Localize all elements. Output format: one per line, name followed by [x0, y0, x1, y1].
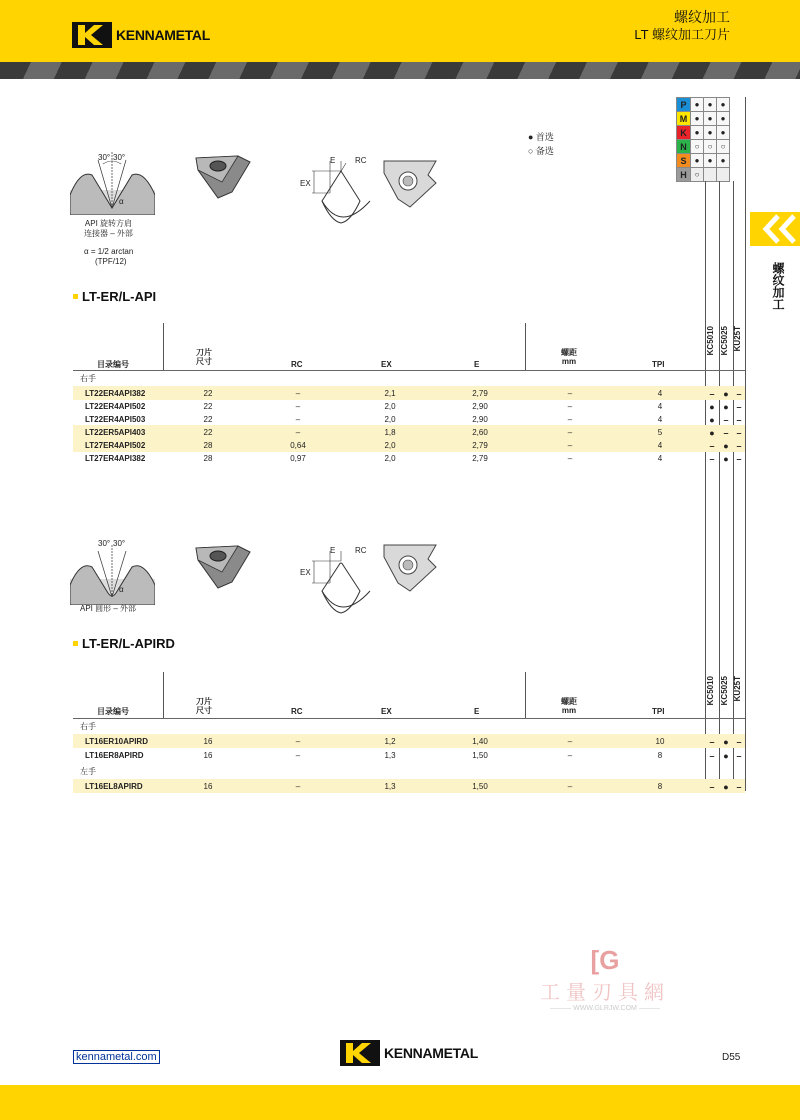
material-code: M: [677, 112, 691, 126]
cell-ex: 1,3: [384, 751, 396, 760]
cell-ex: 2,0: [384, 415, 396, 424]
cell-tpi: 5: [657, 428, 663, 437]
table-row: [73, 748, 745, 762]
diagram1-caption: API 旋转方肩 连接器 – 外部: [84, 219, 133, 238]
formula-line2: (TPF/12): [95, 257, 127, 266]
grade-availability: ●: [723, 782, 729, 792]
cell-ex: 2,1: [384, 389, 396, 398]
grade-availability: –: [736, 415, 742, 425]
t2-group-right: 右手: [80, 722, 96, 731]
cell-size: 22: [203, 402, 213, 411]
cell-pitch: –: [567, 428, 573, 437]
t1-header-tpi: TPI: [652, 360, 665, 369]
grade-availability: –: [736, 402, 742, 412]
cell-e: 1,40: [472, 737, 488, 746]
angle-label-left-2: 30°: [98, 539, 111, 548]
angle-label-left-1: 30°: [98, 153, 111, 162]
page-title: [634, 8, 730, 44]
t2-grade-kc5010: KC5010: [706, 676, 715, 706]
t1-header-size: 刀片 尺寸: [196, 348, 212, 366]
cell-rc: 0,64: [290, 441, 306, 450]
material-mark: ●: [704, 98, 717, 112]
t2-header-divider-2: [525, 672, 526, 718]
material-row-m: [677, 112, 730, 126]
material-mark: ●: [717, 98, 730, 112]
cell-ex: 1,2: [384, 737, 396, 746]
t2-header-tpi: TPI: [652, 707, 665, 716]
grade-availability: –: [736, 751, 742, 761]
cell-tpi: 4: [657, 454, 663, 463]
cell-rc: –: [295, 782, 301, 791]
cell-tpi: 8: [657, 782, 663, 791]
material-mark: ●: [704, 126, 717, 140]
grade-availability: –: [736, 441, 742, 451]
grade-availability: –: [709, 389, 715, 399]
grade-availability: ●: [723, 737, 729, 747]
formula-line1: α = 1/2 arctan: [84, 247, 134, 256]
chevron-icon: [750, 212, 800, 246]
legend-preferred: ● 首选: [528, 132, 554, 142]
t2-header-rule: [73, 718, 745, 719]
t1-header-rule: [73, 370, 745, 371]
footer-band: [0, 1085, 800, 1120]
grade-availability: –: [723, 415, 729, 425]
t2-header-size: 刀片 尺寸: [196, 697, 212, 715]
catalog-number: LT22ER4API503: [85, 415, 146, 424]
grade-availability: ●: [723, 454, 729, 464]
cell-rc: –: [295, 415, 301, 424]
cell-e: 2,79: [472, 441, 488, 450]
footer-logo: [340, 1040, 478, 1066]
t1-header-divider-1: [163, 323, 164, 370]
grade-divider-4: [745, 97, 746, 791]
catalog-number: LT22ER4API382: [85, 389, 146, 398]
t2-grade-ku25t: KU25T: [733, 676, 742, 702]
cell-size: 22: [203, 428, 213, 437]
grade-availability: –: [736, 428, 742, 438]
catalog-number: LT16EL8APIRD: [85, 782, 143, 791]
watermark-en: ——— WWW.GLRJW.COM ———: [550, 1005, 660, 1012]
table-row: [73, 734, 745, 748]
cell-tpi: 4: [657, 441, 663, 450]
kennametal-k-icon: [72, 22, 112, 48]
insert-top-view-icon-1: [380, 157, 440, 209]
grade-availability: ●: [709, 428, 715, 438]
t2-header-ex: EX: [381, 707, 392, 716]
material-code: K: [677, 126, 691, 140]
e-label-2: E: [330, 546, 336, 555]
section-marker-icon: [73, 641, 78, 646]
table-row: [73, 451, 745, 465]
cell-e: 2,90: [472, 402, 488, 411]
material-mark: ●: [691, 126, 704, 140]
cell-pitch: –: [567, 782, 573, 791]
ex-label-1: EX: [300, 179, 311, 188]
cell-tpi: 8: [657, 751, 663, 760]
material-mark: ●: [691, 98, 704, 112]
catalog-number: LT27ER4API502: [85, 441, 146, 450]
legend-alternate: ○ 备选: [528, 146, 554, 156]
material-row-k: [677, 126, 730, 140]
table-row: [73, 425, 745, 439]
material-mark: ●: [691, 112, 704, 126]
t1-grade-kc5010: KC5010: [706, 326, 715, 356]
cell-size: 16: [203, 737, 213, 746]
cell-pitch: –: [567, 402, 573, 411]
page-title-line2: LT 螺纹加工刀片: [634, 27, 730, 42]
t1-header-divider-2: [525, 323, 526, 370]
cell-size: 22: [203, 415, 213, 424]
material-grade-table: [676, 97, 730, 182]
cell-ex: 2,0: [384, 441, 396, 450]
material-mark: ●: [717, 154, 730, 168]
table-row: [73, 399, 745, 413]
cell-size: 16: [203, 751, 213, 760]
cell-ex: 2,0: [384, 402, 396, 411]
kennametal-k-icon: [340, 1040, 380, 1066]
section-title-apird: [73, 636, 175, 651]
cell-size: 28: [203, 454, 213, 463]
grade-availability: ●: [723, 389, 729, 399]
page-number: D55: [722, 1052, 741, 1063]
insert-3d-icon-2: [192, 542, 254, 590]
cell-pitch: –: [567, 751, 573, 760]
section-marker-icon: [73, 294, 78, 299]
grade-availability: –: [736, 782, 742, 792]
t2-header-pitch: 螺距 mm: [561, 697, 577, 715]
t2-grade-kc5025: KC5025: [720, 676, 729, 706]
grade-availability: ●: [723, 441, 729, 451]
side-tab-label: 螺纹加工: [771, 262, 785, 310]
table-row: [73, 386, 745, 400]
material-code: H: [677, 168, 691, 182]
cell-tpi: 4: [657, 402, 663, 411]
cell-rc: –: [295, 389, 301, 398]
material-mark: ●: [717, 126, 730, 140]
material-mark: ○: [691, 168, 704, 182]
material-mark: ●: [717, 112, 730, 126]
table-row: [73, 779, 745, 793]
catalog-number: LT22ER5API403: [85, 428, 146, 437]
material-code: N: [677, 140, 691, 154]
t2-group-left: 左手: [80, 767, 96, 776]
t1-header-pitch: 螺距 mm: [561, 348, 577, 366]
angle-label-right-1: 30°: [113, 153, 126, 162]
watermark: [540, 945, 670, 1012]
cell-e: 2,79: [472, 454, 488, 463]
grade-availability: –: [709, 751, 715, 761]
cell-pitch: –: [567, 737, 573, 746]
diagram2-caption: API 圆形 – 外部: [80, 604, 137, 613]
insert-3d-icon-1: [192, 152, 254, 200]
cell-e: 2,79: [472, 389, 488, 398]
t1-header-ex: EX: [381, 360, 392, 369]
cell-pitch: –: [567, 389, 573, 398]
material-mark: [704, 168, 717, 182]
grade-availability: –: [709, 454, 715, 464]
material-row-n: [677, 140, 730, 154]
cell-rc: –: [295, 402, 301, 411]
t2-header-code: 目录编号: [97, 707, 129, 716]
catalog-number: LT22ER4API502: [85, 402, 146, 411]
material-mark: ○: [717, 140, 730, 154]
t1-group-right: 右手: [80, 374, 96, 383]
cell-ex: 2,0: [384, 454, 396, 463]
material-code: S: [677, 154, 691, 168]
rc-label-1: RC: [355, 156, 367, 165]
grade-availability: –: [736, 737, 742, 747]
rc-label-2: RC: [355, 546, 367, 555]
material-mark: [717, 168, 730, 182]
t1-grade-ku25t: KU25T: [733, 326, 742, 352]
legend: [528, 130, 554, 158]
section-title-api-text: LT-ER/L-API: [82, 289, 157, 304]
grade-availability: ●: [709, 415, 715, 425]
kennametal-link[interactable]: kennametal.com: [73, 1050, 160, 1064]
kennametal-logo: [72, 22, 210, 48]
t1-header-code: 目录编号: [97, 360, 129, 369]
table-row: [73, 412, 745, 426]
cell-ex: 1,3: [384, 782, 396, 791]
grade-availability: ●: [723, 402, 729, 412]
material-mark: ●: [691, 154, 704, 168]
cell-e: 2,90: [472, 415, 488, 424]
catalog-number: LT16ER8APIRD: [85, 751, 144, 760]
t1-grade-kc5025: KC5025: [720, 326, 729, 356]
cell-size: 16: [203, 782, 213, 791]
catalog-number: LT16ER10APIRD: [85, 737, 148, 746]
footer-brand: KENNAMETAL: [384, 1045, 478, 1061]
cell-tpi: 4: [657, 389, 663, 398]
cell-pitch: –: [567, 454, 573, 463]
cell-rc: –: [295, 428, 301, 437]
material-row-h: [677, 168, 730, 182]
brand-name: KENNAMETAL: [116, 27, 210, 43]
cell-ex: 1,8: [384, 428, 396, 437]
t1-header-rc: RC: [291, 360, 303, 369]
grade-availability: ●: [709, 402, 715, 412]
grade-availability: –: [736, 389, 742, 399]
material-mark: ○: [704, 140, 717, 154]
material-mark: ○: [691, 140, 704, 154]
cell-pitch: –: [567, 441, 573, 450]
cell-e: 1,50: [472, 782, 488, 791]
cell-e: 2,60: [472, 428, 488, 437]
t2-header-rc: RC: [291, 707, 303, 716]
side-tab: [750, 212, 800, 246]
section-title-api: [73, 289, 156, 304]
ex-label-2: EX: [300, 568, 311, 577]
grade-availability: –: [723, 428, 729, 438]
grade-availability: –: [736, 454, 742, 464]
material-mark: ●: [704, 112, 717, 126]
material-mark: ●: [704, 154, 717, 168]
grade-availability: –: [709, 441, 715, 451]
material-row-s: [677, 154, 730, 168]
cell-e: 1,50: [472, 751, 488, 760]
thread-profile-diagram-2: [70, 543, 155, 605]
catalog-number: LT27ER4API382: [85, 454, 146, 463]
watermark-icon: [G: [590, 945, 620, 975]
cell-size: 22: [203, 389, 213, 398]
header-stripe: [0, 62, 800, 79]
cell-tpi: 4: [657, 415, 663, 424]
table-row: [73, 438, 745, 452]
cell-rc: 0,97: [290, 454, 306, 463]
t1-header-e: E: [474, 360, 480, 369]
t2-header-e: E: [474, 707, 480, 716]
alpha-label-1: α: [119, 197, 124, 206]
material-row-p: [677, 98, 730, 112]
alpha-label-2: α: [119, 585, 124, 594]
cell-rc: –: [295, 751, 301, 760]
cell-tpi: 10: [655, 737, 665, 746]
cell-size: 28: [203, 441, 213, 450]
t2-header-divider-1: [163, 672, 164, 718]
cell-pitch: –: [567, 415, 573, 424]
page-title-line1: 螺纹加工: [674, 9, 730, 25]
cell-rc: –: [295, 737, 301, 746]
grade-availability: –: [709, 782, 715, 792]
section-title-apird-text: LT-ER/L-APIRD: [82, 636, 175, 651]
grade-availability: ●: [723, 751, 729, 761]
insert-top-view-icon-2: [380, 541, 440, 593]
grade-availability: –: [709, 737, 715, 747]
material-code: P: [677, 98, 691, 112]
e-label-1: E: [330, 156, 336, 165]
angle-label-right-2: 30°: [113, 539, 126, 548]
watermark-cn: 工量刃具網: [540, 982, 670, 1004]
